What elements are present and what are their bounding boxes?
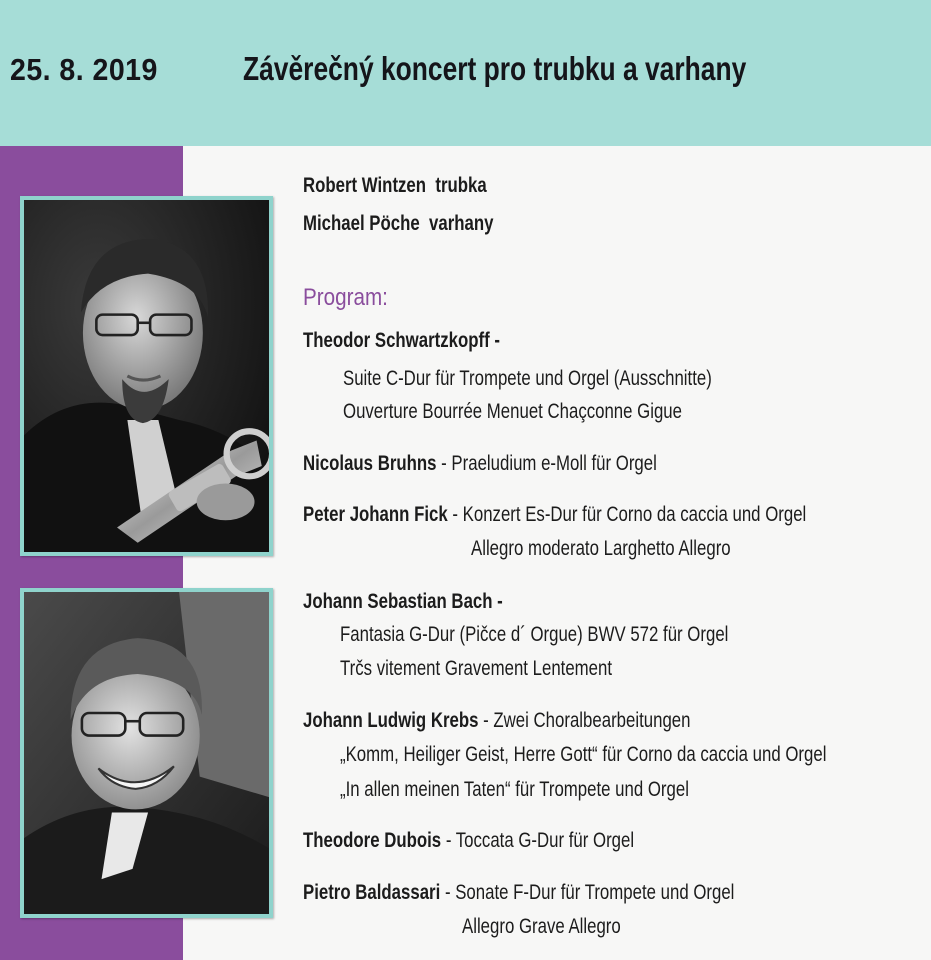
concert-title: Závěrečný koncert pro trubku a varhany [243, 50, 747, 87]
program-item-line: Trčs vitement Gravement Lentement [340, 657, 613, 680]
program-item-work: - Konzert Es-Dur für Corno da caccia und Orgel [452, 503, 807, 526]
performer-instrument: trubka [435, 174, 487, 197]
program-item-composer: Nicolaus Bruhns [303, 452, 437, 475]
program-item [303, 452, 657, 476]
program-item-composer: Johann Sebastian Bach - [303, 590, 503, 613]
program-item-line: Ouverture Bourrée Menuet Chaçconne Gigue [343, 400, 682, 423]
program-item [303, 503, 806, 527]
program-item [303, 709, 690, 733]
photo-organist-frame [20, 588, 273, 918]
program-item-line: Suite C-Dur für Trompete und Orgel (Ausschnitte) [343, 367, 712, 390]
organist-portrait-icon [24, 592, 269, 914]
header-band [0, 0, 931, 146]
program-item-line: Allegro moderato Larghetto Allegro [471, 537, 731, 560]
photo-trumpeter-frame [20, 196, 273, 556]
program-item-composer: Johann Ludwig Krebs [303, 709, 479, 732]
program-item-work: - Praeludium e-Moll für Orgel [441, 452, 657, 475]
performer-instrument: varhany [429, 212, 494, 235]
program-item-line: Fantasia G-Dur (Pičce d´ Orgue) BWV 572 für Orgel [340, 623, 729, 646]
performer-line-2 [303, 212, 493, 236]
program-item-work: - Toccata G-Dur für Orgel [445, 829, 635, 852]
program-item-composer: Theodor Schwartzkopff - [303, 329, 500, 352]
program-item-work: - Zwei Choralbearbeitungen [483, 709, 691, 732]
concert-date: 25. 8. 2019 [10, 52, 158, 87]
program-item-composer: Theodore Dubois [303, 829, 442, 852]
program-item-composer: Peter Johann Fick [303, 503, 448, 526]
program-item-line: Allegro Grave Allegro [462, 915, 621, 938]
program-item-work: - Sonate F-Dur für Trompete und Orgel [444, 881, 735, 904]
program-item-composer: Pietro Baldassari [303, 881, 441, 904]
performer-name: Robert Wintzen [303, 174, 427, 197]
photo-organist [24, 592, 269, 914]
program-item-line: „Komm, Heiliger Geist, Herre Gott“ für Corno da caccia und Orgel [340, 743, 827, 766]
performer-name: Michael Pöche [303, 212, 420, 235]
program-item [303, 829, 634, 853]
trumpeter-portrait-icon [24, 200, 269, 552]
program-item [303, 881, 734, 905]
program-heading: Program: [303, 284, 388, 311]
photo-trumpeter [24, 200, 269, 552]
performer-line-1 [303, 174, 487, 198]
program-item-line: „In allen meinen Taten“ für Trompete und Orgel [340, 778, 689, 801]
